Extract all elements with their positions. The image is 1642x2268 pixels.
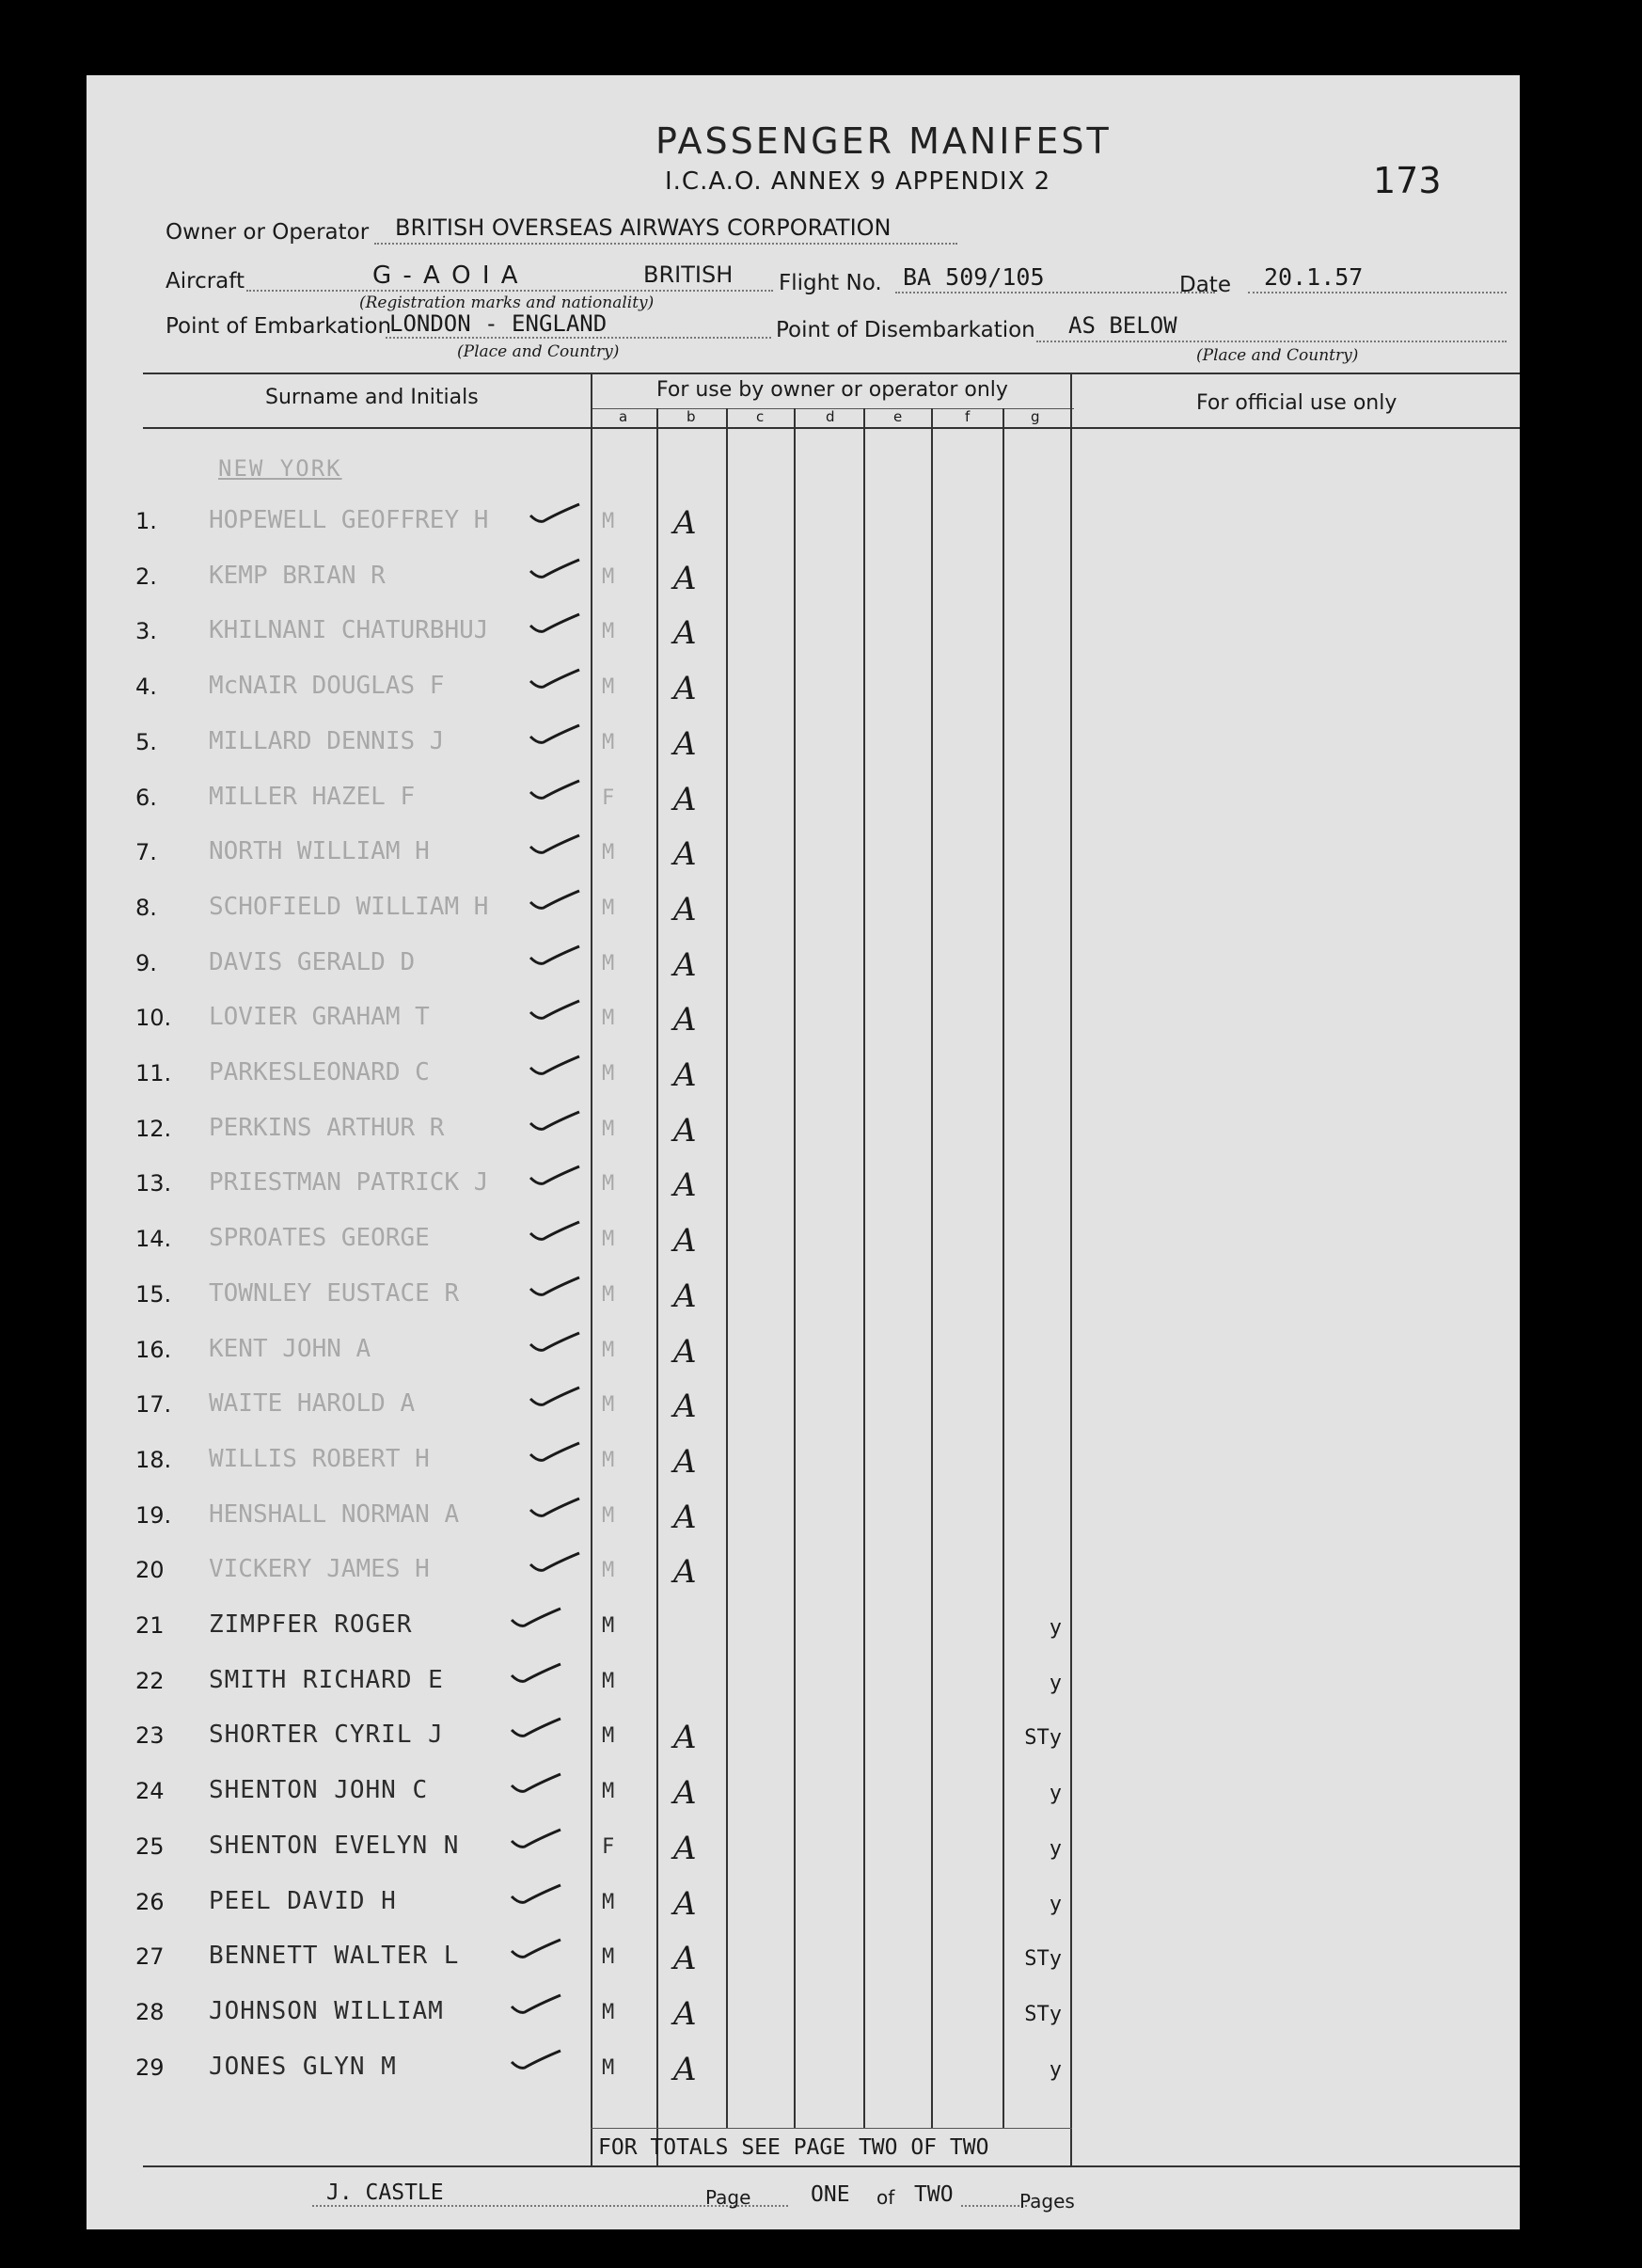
column-g-value: STy bbox=[1024, 1947, 1062, 1972]
col-line-c bbox=[726, 408, 728, 2128]
passenger-name: PERKINS ARTHUR R bbox=[209, 1113, 445, 1142]
passenger-name: TOWNLEY EUSTACE R bbox=[209, 1278, 460, 1308]
signature-name: J. CASTLE bbox=[326, 2181, 444, 2205]
passenger-sex: M bbox=[602, 675, 615, 700]
passenger-name: HENSHALL NORMAN A bbox=[209, 1499, 460, 1529]
passenger-sex: M bbox=[602, 1172, 615, 1197]
flight-dotted-line bbox=[895, 292, 1215, 293]
column-b-mark: A bbox=[673, 945, 697, 984]
column-b-mark: A bbox=[673, 1001, 697, 1039]
passenger-name: SHENTON EVELYN N bbox=[209, 1831, 460, 1860]
column-b-mark: A bbox=[673, 1829, 697, 1867]
passenger-name: HOPEWELL GEOFFREY H bbox=[209, 506, 489, 534]
row-number: 19. bbox=[135, 1501, 172, 1529]
passenger-sex: M bbox=[602, 2000, 616, 2024]
manifest-subtitle: I.C.A.O. ANNEX 9 APPENDIX 2 bbox=[665, 167, 1051, 196]
checkmark-icon bbox=[529, 1441, 581, 1466]
of-dotted-line bbox=[961, 2205, 1027, 2207]
checkmark-icon bbox=[529, 558, 581, 582]
column-b-mark: A bbox=[673, 780, 697, 818]
page-value: ONE bbox=[811, 2182, 850, 2207]
passenger-name: LOVIER GRAHAM T bbox=[209, 1003, 430, 1032]
row-number: 11. bbox=[135, 1060, 172, 1086]
checkmark-icon bbox=[529, 1220, 581, 1245]
embarkation-note: (Place and Country) bbox=[457, 342, 620, 361]
passenger-name: VICKERY JAMES H bbox=[209, 1555, 430, 1584]
passenger-name: DAVIS GERALD D bbox=[209, 947, 416, 976]
column-b-mark: A bbox=[673, 1994, 697, 2033]
pages-label: Pages bbox=[1019, 2190, 1075, 2212]
col-header-owner: For use by owner or operator only bbox=[656, 378, 1008, 402]
row-number: 25 bbox=[135, 1832, 165, 1860]
checkmark-icon bbox=[510, 1828, 562, 1852]
passenger-name: SHENTON JOHN C bbox=[209, 1776, 429, 1805]
passenger-sex: M bbox=[602, 951, 615, 975]
subcol-d: d bbox=[826, 408, 835, 425]
col-header-official: For official use only bbox=[1196, 391, 1397, 415]
row-number: 6. bbox=[135, 784, 157, 811]
column-b-mark: A bbox=[673, 504, 697, 542]
row-number: 13. bbox=[135, 1170, 172, 1197]
column-b-mark: A bbox=[673, 724, 697, 763]
passenger-sex: M bbox=[602, 1228, 615, 1252]
row-number: 17. bbox=[135, 1391, 172, 1419]
checkmark-icon bbox=[510, 1993, 562, 2018]
section-label: NEW YORK bbox=[218, 455, 342, 482]
column-g-value: STy bbox=[1024, 1726, 1062, 1751]
checkmark-icon bbox=[529, 944, 581, 969]
row-number: 23 bbox=[135, 1722, 165, 1750]
row-number: 24 bbox=[135, 1778, 165, 1805]
passenger-name: SPROATES GEORGE bbox=[209, 1224, 430, 1253]
passenger-sex: F bbox=[602, 1834, 616, 1859]
column-b-mark: A bbox=[673, 1388, 697, 1426]
owner-value: BRITISH OVERSEAS AIRWAYS CORPORATION bbox=[395, 214, 892, 241]
column-g-value: y bbox=[1049, 1782, 1062, 1806]
passenger-name: WAITE HAROLD A bbox=[209, 1389, 416, 1419]
passenger-sex: M bbox=[602, 620, 615, 644]
row-number: 10. bbox=[135, 1005, 172, 1032]
passenger-sex: M bbox=[602, 896, 615, 920]
column-b-mark: A bbox=[673, 1774, 697, 1813]
checkmark-icon bbox=[510, 1607, 562, 1631]
column-b-mark: A bbox=[673, 1719, 697, 1757]
passenger-name: NORTH WILLIAM H bbox=[209, 837, 430, 866]
checkmark-icon bbox=[529, 1386, 581, 1410]
passenger-sex: M bbox=[602, 1614, 616, 1638]
passenger-name: KHILNANI CHATURBHUJ bbox=[209, 616, 489, 645]
subcol-f: f bbox=[965, 408, 971, 425]
checkmark-icon bbox=[510, 1717, 562, 1741]
date-value: 20.1.57 bbox=[1264, 263, 1364, 291]
row-number: 22 bbox=[135, 1667, 165, 1694]
column-g-value: y bbox=[1049, 1616, 1062, 1640]
embarkation-value: LONDON - ENGLAND bbox=[389, 310, 608, 337]
passenger-sex: M bbox=[602, 2055, 616, 2080]
column-b-mark: A bbox=[673, 835, 697, 874]
col-line-f bbox=[931, 408, 933, 2128]
checkmark-icon bbox=[529, 889, 581, 913]
passenger-sex: M bbox=[602, 730, 615, 754]
col-line-g bbox=[1003, 408, 1004, 2128]
of-value: TWO bbox=[914, 2182, 954, 2207]
passenger-sex: M bbox=[602, 1780, 616, 1804]
passenger-name: PARKESLEONARD C bbox=[209, 1058, 430, 1086]
table-header-rule bbox=[143, 427, 1520, 429]
checkmark-icon bbox=[529, 612, 581, 637]
passenger-name: SCHOFIELD WILLIAM H bbox=[209, 892, 489, 921]
subcol-b: b bbox=[687, 408, 696, 425]
page-number: 173 bbox=[1373, 160, 1442, 201]
checkmark-icon bbox=[529, 1165, 581, 1189]
passenger-name: SHORTER CYRIL J bbox=[209, 1721, 444, 1750]
passenger-name: KEMP BRIAN R bbox=[209, 561, 386, 590]
col-line-a bbox=[591, 373, 592, 2165]
col-header-surname: Surname and Initials bbox=[265, 386, 479, 409]
checkmark-icon bbox=[529, 1110, 581, 1134]
column-b-mark: A bbox=[673, 1332, 697, 1371]
manifest-title: PASSENGER MANIFEST bbox=[655, 120, 1112, 162]
registration-note: (Registration marks and nationality) bbox=[359, 293, 655, 312]
checkmark-icon bbox=[529, 668, 581, 692]
passenger-sex: M bbox=[602, 1669, 616, 1693]
row-number: 14. bbox=[135, 1226, 172, 1253]
manifest-sheet bbox=[87, 75, 1520, 2229]
checkmark-icon bbox=[529, 502, 581, 527]
column-b-mark: A bbox=[673, 890, 697, 928]
column-b-mark: A bbox=[673, 1498, 697, 1536]
date-dotted-line bbox=[1248, 292, 1507, 293]
passenger-name: BENNETT WALTER L bbox=[209, 1942, 460, 1971]
passenger-sex: F bbox=[602, 785, 615, 810]
column-g-value: y bbox=[1049, 1671, 1062, 1695]
date-label: Date bbox=[1179, 273, 1231, 297]
column-g-value: y bbox=[1049, 1836, 1062, 1861]
totals-note: FOR TOTALS SEE PAGE TWO OF TWO bbox=[598, 2135, 989, 2160]
row-number: 3. bbox=[135, 618, 157, 645]
passenger-name: MILLER HAZEL F bbox=[209, 782, 416, 811]
col-line-b bbox=[656, 408, 658, 2165]
row-number: 26 bbox=[135, 1888, 165, 1915]
row-number: 12. bbox=[135, 1115, 172, 1142]
disembarkation-dotted-line bbox=[1036, 341, 1507, 342]
passenger-sex: M bbox=[602, 1503, 615, 1528]
passenger-sex: M bbox=[602, 1890, 616, 1914]
passenger-name: KENT JOHN A bbox=[209, 1334, 371, 1363]
column-b-mark: A bbox=[673, 1553, 697, 1592]
page-label: Page bbox=[705, 2186, 751, 2209]
column-b-mark: A bbox=[673, 2050, 697, 2088]
checkmark-icon bbox=[529, 1055, 581, 1079]
passenger-name: MILLARD DENNIS J bbox=[209, 726, 445, 755]
aircraft-label: Aircraft bbox=[166, 269, 245, 293]
column-b-mark: A bbox=[673, 614, 697, 653]
passenger-name: McNAIR DOUGLAS F bbox=[209, 672, 445, 701]
aircraft-dotted-line bbox=[246, 290, 773, 292]
column-b-mark: A bbox=[673, 670, 697, 708]
passenger-name: SMITH RICHARD E bbox=[209, 1665, 444, 1694]
column-g-value: STy bbox=[1024, 2002, 1062, 2026]
passenger-sex: M bbox=[602, 1338, 615, 1362]
row-number: 27 bbox=[135, 1943, 165, 1971]
column-b-mark: A bbox=[673, 1111, 697, 1150]
passenger-sex: M bbox=[602, 564, 615, 589]
disembarkation-note: (Place and Country) bbox=[1196, 346, 1359, 365]
row-number: 1. bbox=[135, 508, 157, 534]
totals-rule bbox=[591, 2128, 1072, 2129]
checkmark-icon bbox=[529, 723, 581, 748]
row-number: 4. bbox=[135, 674, 157, 701]
aircraft-registration: G - A O I A bbox=[372, 262, 520, 290]
table-bottom-rule bbox=[143, 2165, 1520, 2167]
of-label: of bbox=[876, 2186, 895, 2209]
column-b-mark: A bbox=[673, 1442, 697, 1481]
checkmark-icon bbox=[510, 1883, 562, 1908]
column-g-value: y bbox=[1049, 2057, 1062, 2082]
row-number: 20 bbox=[135, 1557, 165, 1584]
flight-value: BA 509/105 bbox=[903, 263, 1045, 291]
embarkation-label: Point of Embarkation bbox=[166, 314, 392, 339]
passenger-sex: M bbox=[602, 1393, 615, 1418]
col-line-d bbox=[794, 408, 796, 2128]
column-b-mark: A bbox=[673, 1056, 697, 1094]
row-number: 21 bbox=[135, 1612, 165, 1639]
passenger-sex: M bbox=[602, 1117, 615, 1141]
passenger-name: JOHNSON WILLIAM bbox=[209, 1996, 444, 2025]
disembarkation-label: Point of Disembarkation bbox=[776, 318, 1035, 342]
checkmark-icon bbox=[529, 1497, 581, 1521]
disembarkation-value: AS BELOW bbox=[1068, 312, 1177, 339]
checkmark-icon bbox=[510, 1772, 562, 1797]
checkmark-icon bbox=[529, 1331, 581, 1356]
owner-label: Owner or Operator bbox=[166, 220, 370, 245]
checkmark-icon bbox=[529, 833, 581, 858]
passenger-sex: M bbox=[602, 1007, 615, 1031]
row-number: 8. bbox=[135, 894, 157, 921]
passenger-name: PRIESTMAN PATRICK J bbox=[209, 1168, 489, 1197]
passenger-name: WILLIS ROBERT H bbox=[209, 1444, 430, 1473]
passenger-sex: M bbox=[602, 1724, 616, 1749]
flight-label: Flight No. bbox=[779, 271, 882, 295]
passenger-sex: M bbox=[602, 1448, 615, 1472]
passenger-sex: M bbox=[602, 841, 615, 865]
row-number: 16. bbox=[135, 1336, 172, 1363]
row-number: 2. bbox=[135, 563, 157, 590]
row-number: 18. bbox=[135, 1446, 172, 1473]
checkmark-icon bbox=[529, 1276, 581, 1300]
row-number: 28 bbox=[135, 1998, 165, 2025]
subcol-g: g bbox=[1031, 408, 1040, 425]
owner-dotted-line bbox=[374, 243, 957, 245]
checkmark-icon bbox=[510, 1938, 562, 1962]
aircraft-nationality: BRITISH bbox=[643, 262, 734, 288]
checkmark-icon bbox=[510, 1662, 562, 1687]
checkmark-icon bbox=[529, 779, 581, 803]
passenger-sex: M bbox=[602, 1559, 615, 1583]
col-line-e bbox=[863, 408, 865, 2128]
col-line-official bbox=[1070, 373, 1072, 2165]
subcol-c: c bbox=[756, 408, 765, 425]
row-number: 9. bbox=[135, 949, 157, 976]
passenger-sex: M bbox=[602, 1945, 616, 1970]
subcol-a: a bbox=[619, 408, 628, 425]
column-b-mark: A bbox=[673, 559, 697, 597]
checkmark-icon bbox=[529, 1551, 581, 1576]
passenger-name: ZIMPFER ROGER bbox=[209, 1610, 413, 1639]
passenger-sex: M bbox=[602, 510, 615, 533]
passenger-name: PEEL DAVID H bbox=[209, 1886, 397, 1915]
column-b-mark: A bbox=[673, 1940, 697, 1978]
checkmark-icon bbox=[529, 999, 581, 1023]
row-number: 5. bbox=[135, 728, 157, 755]
column-b-mark: A bbox=[673, 1277, 697, 1315]
table-top-rule bbox=[143, 373, 1520, 374]
passenger-sex: M bbox=[602, 1282, 615, 1307]
passenger-name: JONES GLYN M bbox=[209, 2052, 397, 2081]
row-number: 7. bbox=[135, 839, 157, 866]
embarkation-dotted-line bbox=[386, 337, 771, 339]
checkmark-icon bbox=[510, 2049, 562, 2073]
row-number: 29 bbox=[135, 2054, 165, 2081]
column-g-value: y bbox=[1049, 1892, 1062, 1916]
column-b-mark: A bbox=[673, 1884, 697, 1923]
subcol-e: e bbox=[893, 408, 903, 425]
passenger-sex: M bbox=[602, 1062, 615, 1086]
row-number: 15. bbox=[135, 1280, 172, 1308]
column-b-mark: A bbox=[673, 1222, 697, 1261]
column-b-mark: A bbox=[673, 1166, 697, 1205]
